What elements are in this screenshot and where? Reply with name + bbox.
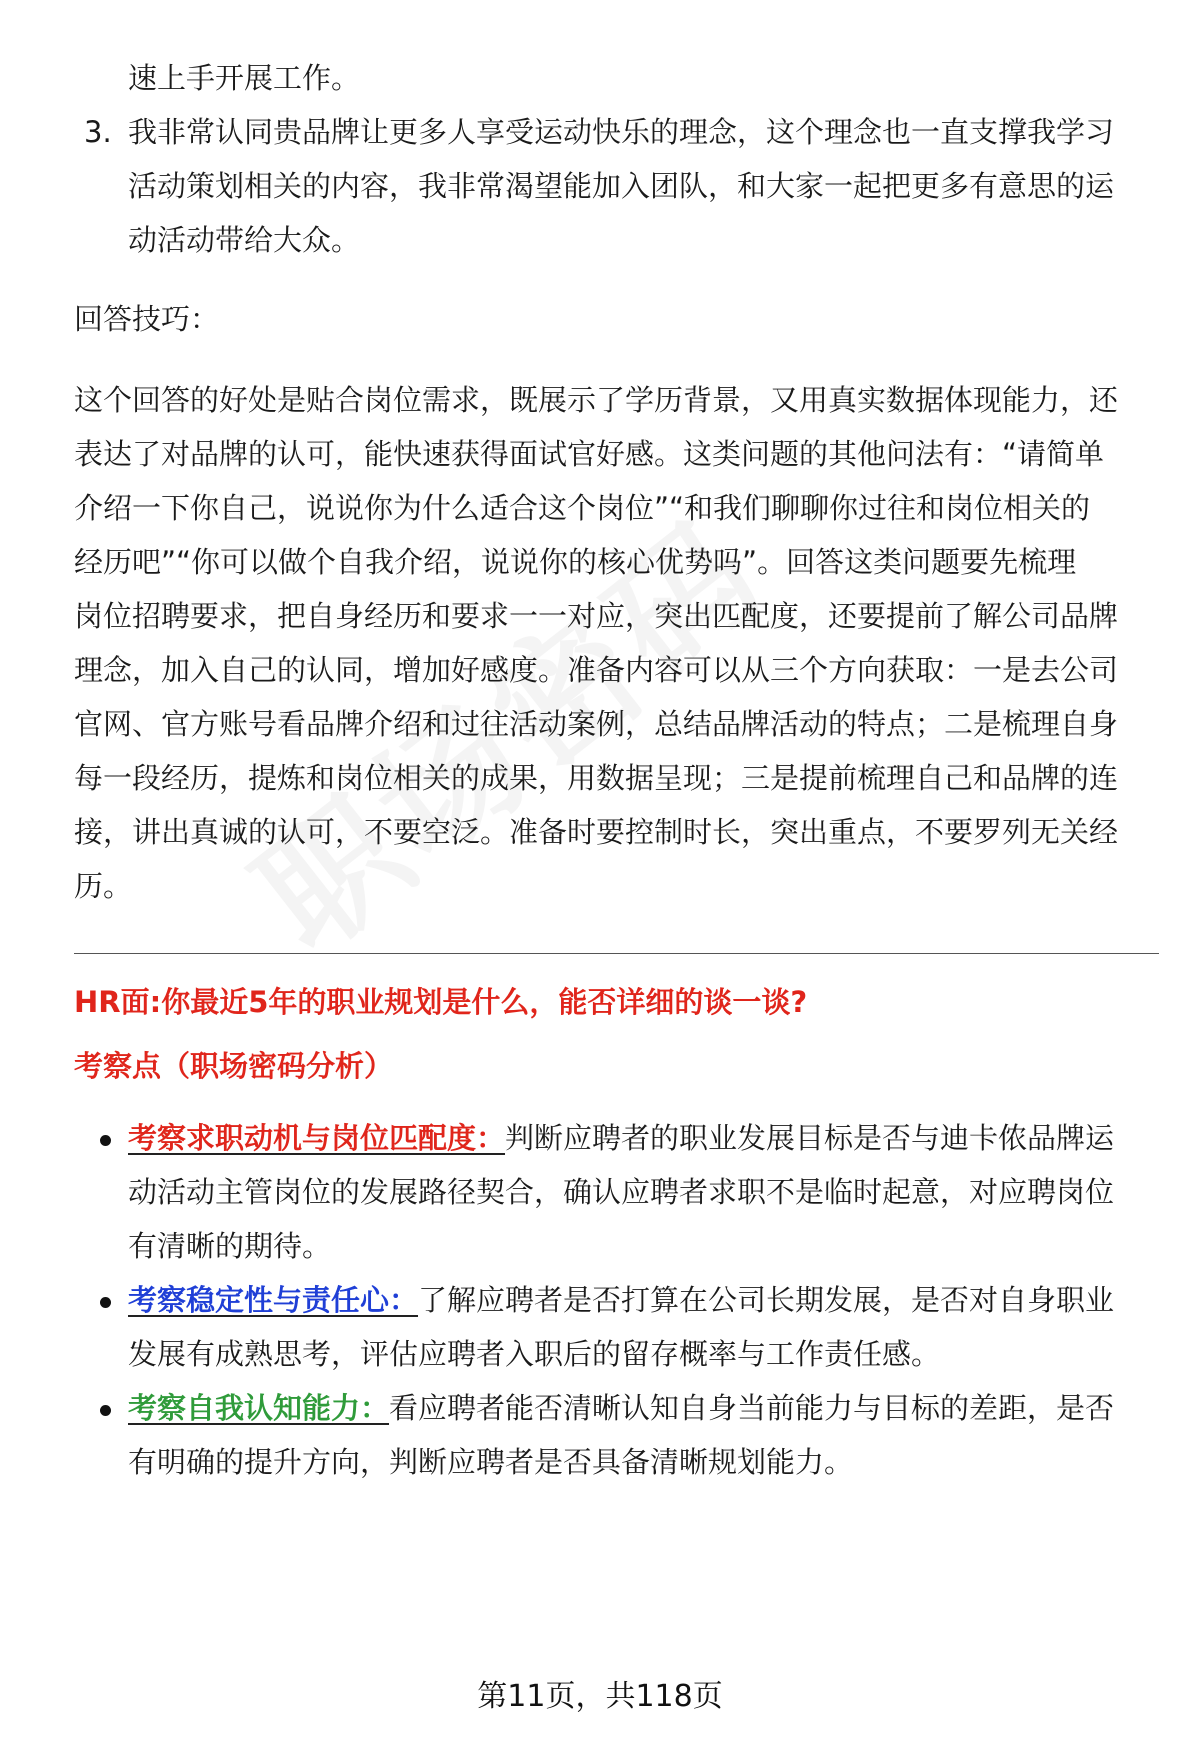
tips-line-2: 表达了对品牌的认可，能快速获得面试官好感。这类问题的其他问法有：“请简单 (74, 437, 1105, 471)
point-1-first-line (128, 1118, 1114, 1158)
point-1-keyword: 考察求职动机与岗位匹配度： (128, 1121, 506, 1155)
bullet-dot (100, 1405, 111, 1416)
tips-line-3: 介绍一下你自己，说说你为什么适合这个岗位”“和我们聊聊你过往和岗位相关的 (74, 491, 1091, 525)
tips-line-5: 岗位招聘要求，把自身经历和要求一一对应，突出匹配度，还要提前了解公司品牌 (74, 599, 1119, 633)
tips-line-10: 历。 (74, 869, 133, 903)
page-footer: 第11页，共118页 (477, 1679, 723, 1714)
point-3-keyword: 考察自我认知能力： (128, 1391, 390, 1425)
tips-line-7: 官网、官方账号看品牌介绍和过往活动案例，总结品牌活动的特点；二是梳理自身 (74, 707, 1119, 741)
point-1-first-text: 判断应聘者的职业发展目标是否与迪卡侬品牌运 (505, 1121, 1115, 1155)
interview-question: HR面:你最近5年的职业规划是什么，能否详细的谈一谈? (74, 985, 808, 1019)
item3-line-3: 动活动带给大众。 (128, 223, 361, 257)
section-divider (74, 953, 1159, 954)
tips-line-6: 理念，加入自己的认同，增加好感度。准备内容可以从三个方向获取：一是去公司 (74, 653, 1119, 687)
point-1-line-3: 有清晰的期待。 (128, 1229, 332, 1263)
tips-line-8: 每一段经历，提炼和岗位相关的成果，用数据呈现；三是提前梳理自己和品牌的连 (74, 761, 1119, 795)
item3-line-1: 我非常认同贵品牌让更多人享受运动快乐的理念，这个理念也一直支撑我学习 (128, 115, 1115, 149)
point-2-first-line (128, 1280, 1114, 1320)
bullet-dot (100, 1135, 111, 1146)
point-1-line-2: 动活动主管岗位的发展路径契合，确认应聘者求职不是临时起意，对应聘岗位 (128, 1175, 1115, 1209)
tips-label: 回答技巧： (74, 302, 220, 336)
point-2-line-2: 发展有成熟思考，评估应聘者入职后的留存概率与工作责任感。 (128, 1337, 941, 1371)
point-2-keyword: 考察稳定性与责任心： (128, 1283, 419, 1317)
tips-line-1: 这个回答的好处是贴合岗位需求，既展示了学历背景，又用真实数据体现能力，还 (74, 383, 1119, 417)
bullet-dot (100, 1297, 111, 1308)
list-number-3: 3. (84, 115, 112, 149)
tips-line-4: 经历吧”“你可以做个自我介绍，说说你的核心优势吗”。回答这类问题要先梳理 (74, 545, 1077, 579)
point-3-line-2: 有明确的提升方向，判断应聘者是否具备清晰规划能力。 (128, 1445, 854, 1479)
item3-tail-text: 速上手开展工作。 (128, 61, 361, 95)
point-2-first-text: 了解应聘者是否打算在公司长期发展，是否对自身职业 (418, 1283, 1115, 1317)
tips-line-9: 接，讲出真诚的认可，不要空泛。准备时要控制时长，突出重点，不要罗列无关经 (74, 815, 1119, 849)
point-3-first-text: 看应聘者能否清晰认知自身当前能力与目标的差距，是否 (389, 1391, 1115, 1425)
point-3-first-line (128, 1388, 1114, 1428)
item3-line-2: 活动策划相关的内容，我非常渴望能加入团队，和大家一起把更多有意思的运 (128, 169, 1115, 203)
points-heading: 考察点（职场密码分析） (74, 1049, 394, 1083)
